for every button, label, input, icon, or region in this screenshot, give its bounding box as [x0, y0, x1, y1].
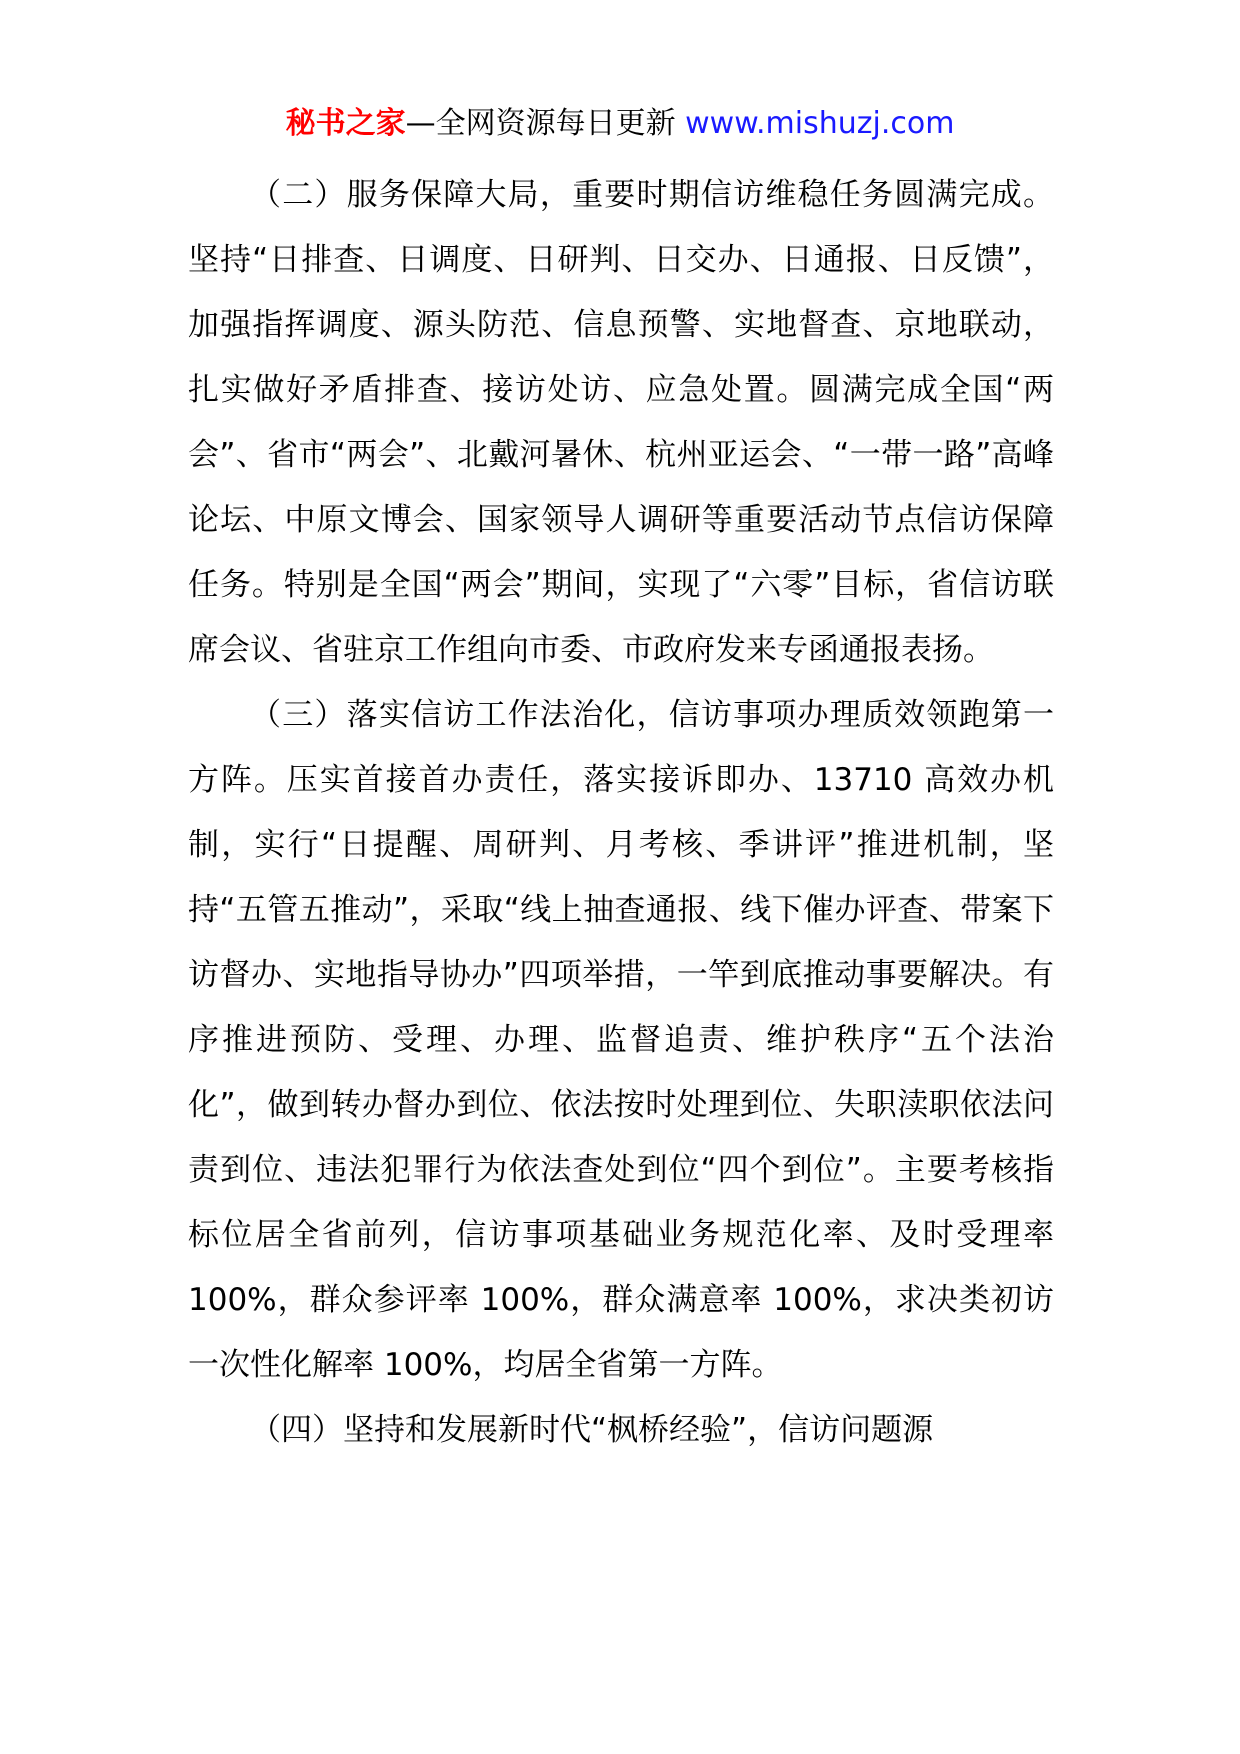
header-url-link[interactable]: www.mishuzj.com — [685, 106, 955, 141]
page-header — [0, 104, 1240, 144]
paragraph-service-guarantee: （二）服务保障大局，重要时期信访维稳任务圆满完成。坚持“日排查、日调度、日研判、日交办、日通报、日反馈”，加强指挥调度、源头防范、信息预警、实地督查、京地联动，扎实做好矛盾排查、接访处访、应急处置。圆满完成全国“两会”、省市“两会”、北戴河暑休、杭州亚运会、“一带一路”高峰论坛、中原文博会、国家领导人调研等重要活动节点信访保障任务。特别是全国“两会”期间，实现了“六零”目标，省信访联席会议、省驻京工作组向市委、市政府发来专函通报表扬。 — [188, 177, 1054, 668]
paragraph-rule-of-law: （三）落实信访工作法治化，信访事项办理质效领跑第一方阵。压实首接首办责任，落实接诉即办、13710 高效办机制，实行“日提醒、周研判、月考核、季讲评”推进机制，坚持“五管五推动”，采取“线上抽查通报、线下催办评查、带案下访督办、实地指导协办”四项举措，一竿到底推动事要解决。有序推进预防、受理、办理、监督追责、维护秩序“五个法治化”，做到转办督办到位、依法按时处理到位、失职渎职依法问责到位、违法犯罪行为依法查处到位“四个到位”。主要考核指标位居全省前列，信访事项基础业务规范化率、及时受理率 100%，群众参评率 100%，群众满意率 100%，求决类初访一次性化解率 100%，均居全省第一方阵。 — [188, 697, 1054, 1383]
document-body — [188, 163, 1054, 1463]
header-slogan: —全网资源每日更新 — [405, 106, 686, 141]
brand-name: 秘书之家 — [285, 106, 406, 141]
paragraph-fengqiao-experience: （四）坚持和发展新时代“枫桥经验”，信访问题源 — [250, 1412, 934, 1448]
